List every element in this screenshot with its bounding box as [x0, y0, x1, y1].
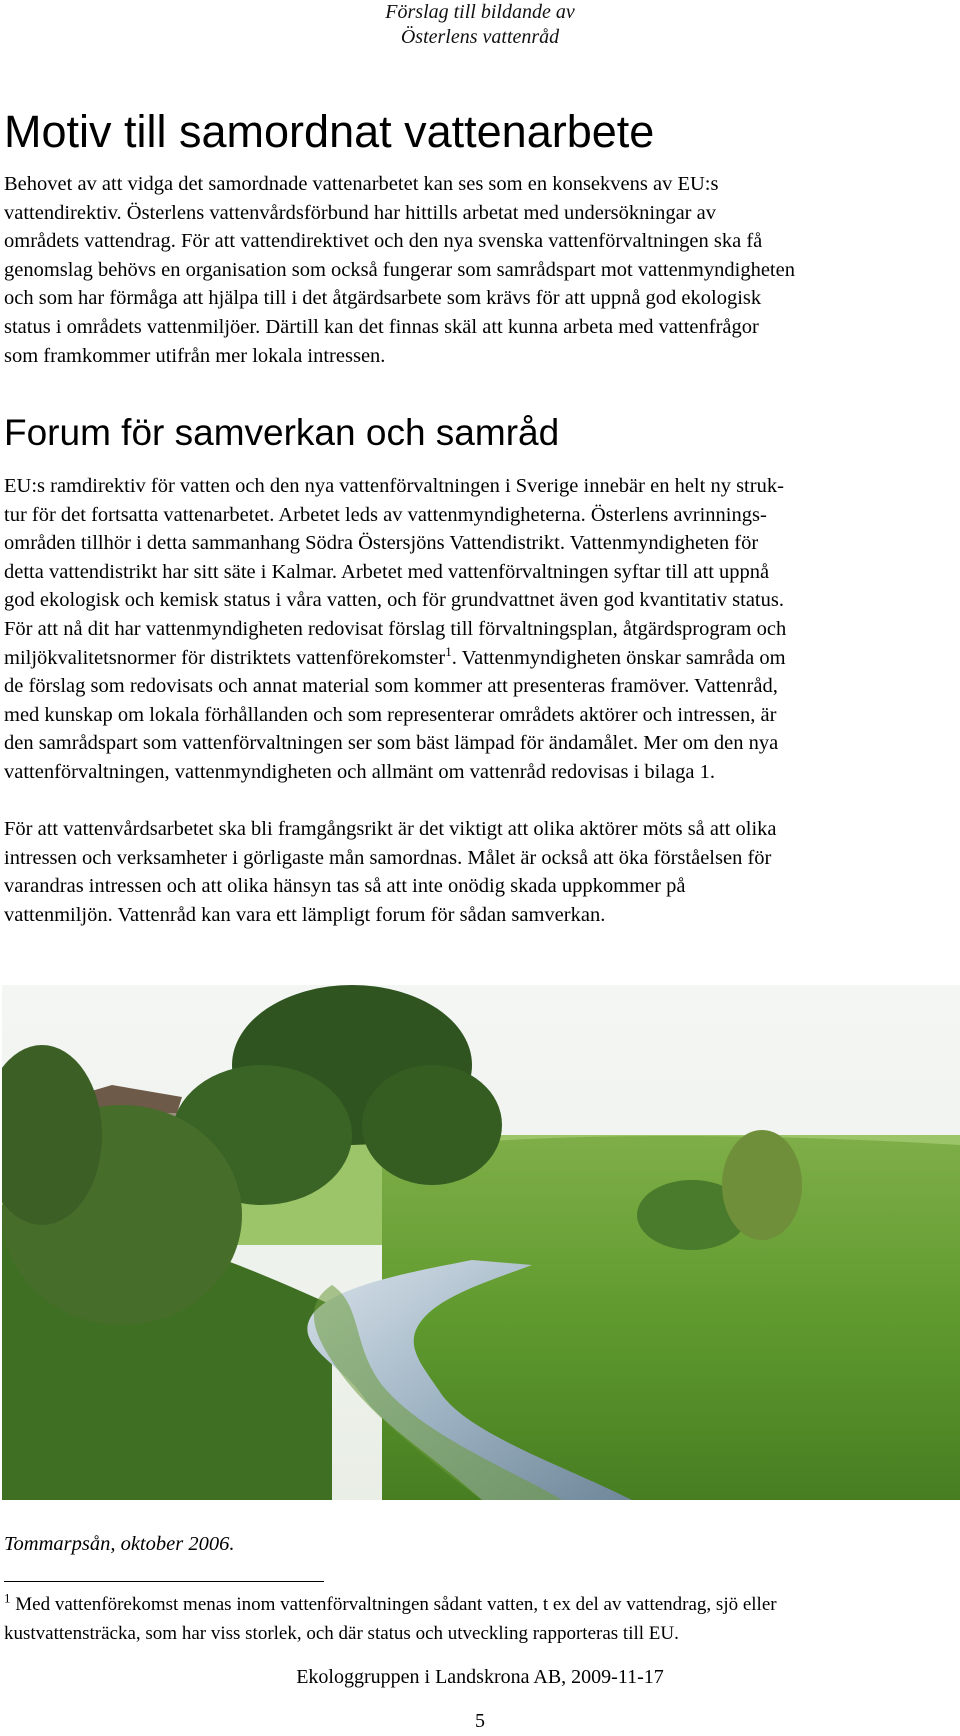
section2-paragraph-2: [4, 815, 956, 929]
text-line: vattenmiljön. Vattenråd kan vara ett lämpligt forum för sådan samverkan.: [4, 903, 606, 926]
text-line: den samrådspart som vattenförvaltningen ser som bäst lämpad för ändamålet. Mer om den nya: [4, 732, 779, 755]
footnote: [4, 1590, 956, 1648]
section-title-forum: Forum för samverkan och samråd: [4, 412, 560, 453]
text-line: vattendirektiv. Österlens vattenvårdsförbund har hittills arbetat med undersökningar av: [4, 201, 716, 224]
text-line: För att nå dit har vattenmyndigheten redovisat förslag till förvaltningsplan, åtgärdsprogram och: [4, 617, 787, 640]
text-line: med kunskap om lokala förhållanden och som representerar områdets aktörer och intressen, är: [4, 703, 777, 726]
text-line: status i områdets vattenmiljöer. Därtill kan det finnas skäl att kunna arbeta med vattenfrågor: [4, 315, 759, 338]
footnote-line: kustvattensträcka, som har viss storlek, och där status och utveckling rapporteras till EU.: [4, 1623, 679, 1644]
text-line: områdets vattendrag. För att vattendirektivet och den nya svenska vattenförvaltningen ska få: [4, 230, 763, 253]
footnote-reference[interactable]: 1: [445, 643, 452, 659]
text-line: de förslag som redovisats och annat material som kommer att presenteras framöver. Vattenråd,: [4, 675, 778, 698]
text-fragment: . Vattenmyndigheten önskar samråda om: [451, 646, 786, 669]
text-line: och som har förmåga att hjälpa till i det åtgärdsarbete som krävs för att uppnå god ekologisk: [4, 287, 762, 310]
text-line: som framkommer utifrån mer lokala intressen.: [4, 344, 386, 367]
section-title-motiv: Motiv till samordnat vattenarbete: [4, 106, 655, 157]
text-line: För att vattenvårdsarbetet ska bli framgångsrikt är det viktigt att olika aktörer möts så att olika: [4, 818, 777, 840]
stream-landscape-photo: [2, 985, 960, 1500]
text-line: detta vattendistrikt har sitt säte i Kalmar. Arbetet med vattenförvaltningen syftar till att uppnå: [4, 560, 770, 583]
section1-paragraph: [4, 170, 956, 370]
text-line: områden tillhör i detta sammanhang Södra Östersjöns Vattendistrikt. Vattenmyndigheten för: [4, 532, 759, 555]
text-line: genomslag behövs en organisation som också fungerar som samrådspart mot vattenmyndigheten: [4, 258, 795, 281]
footnote-number: 1: [4, 1590, 11, 1606]
figure-caption: Tommarpsån, oktober 2006.: [4, 1533, 235, 1555]
text-line: intressen och verksamheter i görligaste mån samordnas. Målet är också att öka förståelsen för: [4, 846, 772, 869]
footnote-line: [4, 1590, 956, 1619]
footnote-separator: [4, 1581, 324, 1582]
page-number: 5: [475, 1710, 485, 1732]
text-line-with-footnote: [4, 644, 956, 673]
text-line: vattenförvaltningen, vattenmyndigheten och allmänt om vattenråd redovisas i bilaga 1.: [4, 760, 716, 783]
header-line-1: Förslag till bildande av: [385, 1, 575, 23]
footnote-text: Med vattenförekomst menas inom vattenförvaltningen sådant vatten, t ex del av vattendrag, sjö eller: [10, 1594, 777, 1615]
text-line: varandras intressen och att olika hänsyn tas så att inte onödig skada uppkommer på: [4, 875, 686, 898]
header-line-2: Österlens vattenråd: [400, 26, 560, 48]
running-header: [0, 0, 960, 50]
footer-org-date: Ekologgruppen i Landskrona AB, 2009-11-17: [296, 1666, 664, 1688]
text-fragment: miljökvalitetsnormer för distriktets vattenförekomster: [4, 646, 446, 669]
text-line: tur för det fortsatta vattenarbetet. Arbetet leds av vattenmyndigheterna. Österlens avrinnings-: [4, 503, 767, 526]
text-line: god ekologisk och kemisk status i våra vatten, och för grundvattnet även god kvantitativ status.: [4, 589, 784, 612]
text-line: Behovet av att vidga det samordnade vattenarbetet kan ses som en konsekvens av EU:s: [4, 173, 719, 195]
text-line: EU:s ramdirektiv för vatten och den nya vattenförvaltningen i Sverige innebär en helt ny struk-: [4, 475, 784, 497]
section2-paragraph-1: [4, 472, 956, 787]
